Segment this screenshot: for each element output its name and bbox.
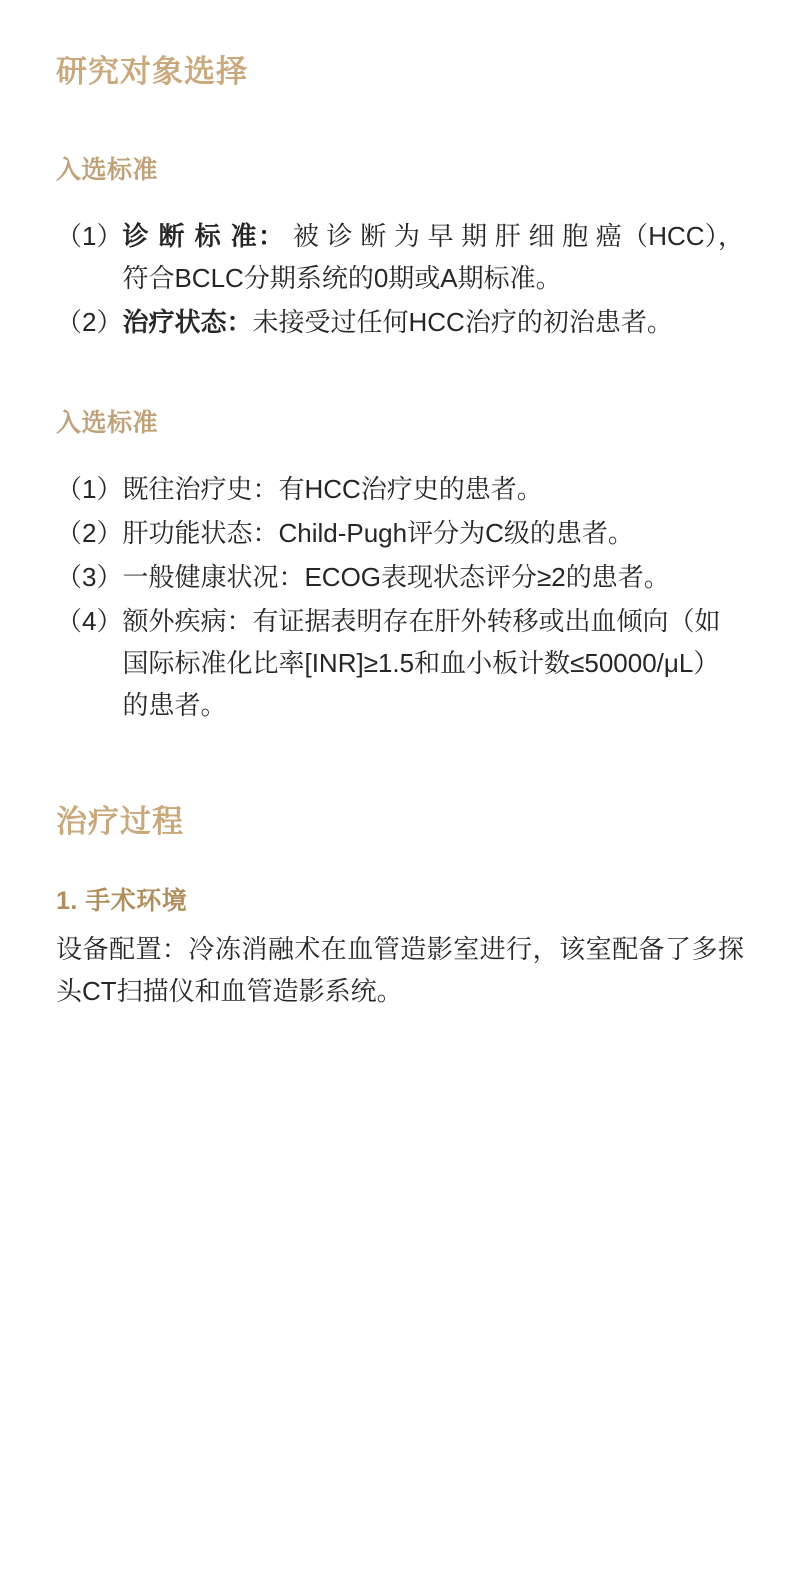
inclusion-criteria-heading: 入选标准 — [56, 156, 159, 185]
list-item-marker: （2） — [56, 307, 123, 338]
list-item-body: 额外疾病：有证据表明存在肝外转移或出血倾向（如国际标准化比率[INR]≥1.5和血小板计数≤50000/μL）的患者。 — [122, 605, 721, 721]
spacer — [56, 728, 744, 790]
list-item-body: 一般健康状况：ECOG表现状态评分≥2的患者。 — [122, 561, 670, 592]
spacer — [56, 92, 744, 154]
list-item-lead: 诊 断 标 准： — [122, 220, 286, 251]
surgical-environment-paragraph: 设备配置：冷冻消融术在血管造影室进行，该室配备了多探头CT扫描仪和血管造影系统。 — [56, 934, 744, 1007]
list-item — [56, 512, 744, 554]
list-item-body: 肝功能状态：Child-Pugh评分为C级的患者。 — [122, 517, 634, 548]
spacer — [56, 187, 744, 215]
list-item-body: 既往治疗史：有HCC治疗史的患者。 — [122, 473, 543, 504]
list-item-lead: 治疗状态： — [122, 307, 253, 338]
list-item — [56, 215, 744, 299]
list-item-body — [122, 215, 744, 299]
list-item-body — [122, 301, 744, 343]
list-item — [56, 301, 744, 343]
inclusion-criteria-list — [56, 215, 744, 343]
spacer — [56, 440, 744, 468]
spacer — [56, 843, 744, 885]
list-item-marker: （1） — [56, 220, 123, 251]
exclusion-criteria-list — [56, 468, 744, 727]
list-item-marker: （4） — [56, 605, 123, 636]
treatment-section-title: 治疗过程 — [56, 804, 184, 840]
list-item-marker: （2） — [56, 517, 123, 548]
list-item — [56, 556, 744, 598]
page-title: 研究对象选择 — [56, 54, 248, 89]
list-item-marker: （1） — [56, 473, 123, 504]
exclusion-criteria-heading: 入选标准 — [56, 409, 159, 438]
list-item — [56, 600, 744, 726]
list-item — [56, 468, 744, 510]
spacer — [56, 345, 744, 407]
list-item-text: 未接受过任何HCC治疗的初治患者。 — [252, 307, 673, 338]
list-item-marker: （3） — [56, 561, 123, 592]
surgical-environment-heading: 1. 手术环境 — [56, 886, 188, 915]
list-item-text: 被 诊 断 为 早 期 肝 细 胞 癌（HCC），符合BCLC分期系统的0期或A期标准。 — [122, 220, 744, 293]
